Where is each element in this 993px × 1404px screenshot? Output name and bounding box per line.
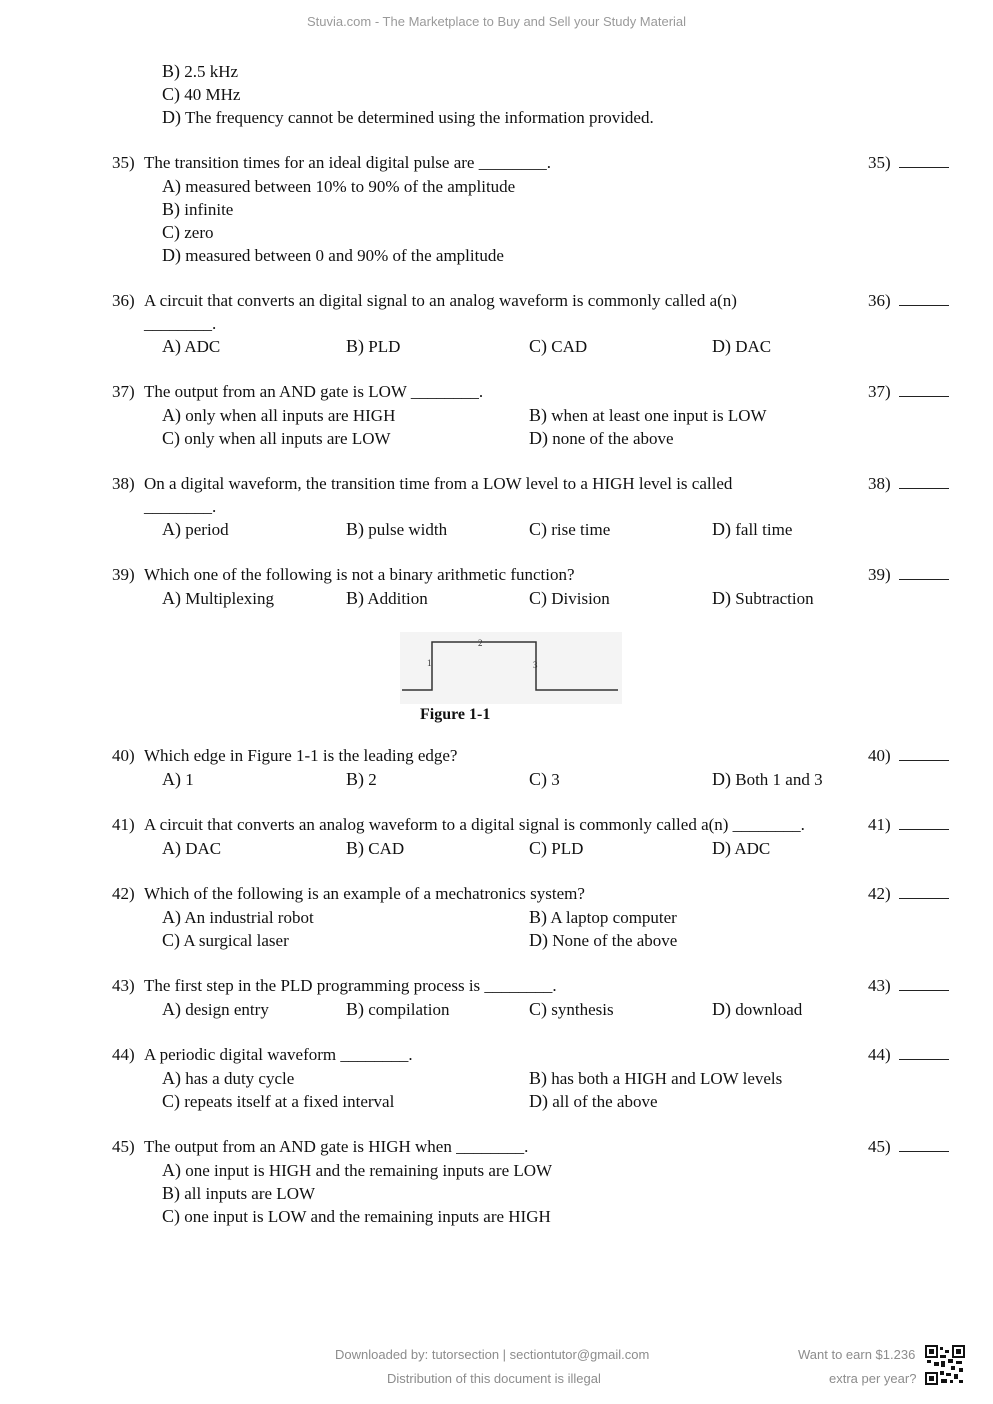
answer-number: 43) xyxy=(868,976,891,995)
option-letter: C) xyxy=(162,84,180,104)
option-letter: D) xyxy=(712,588,731,608)
option-text: ADC xyxy=(734,839,771,858)
option-letter: C) xyxy=(529,769,547,789)
option-34-b xyxy=(162,61,238,82)
option-text: 40 MHz xyxy=(184,85,241,104)
question-number: 40) xyxy=(112,746,135,765)
option-c xyxy=(529,999,614,1020)
option-text: only when all inputs are HIGH xyxy=(185,406,396,425)
option-c xyxy=(162,222,214,243)
question-number: 43) xyxy=(112,976,135,995)
question-text: Which one of the following is not a binary arithmetic function? xyxy=(144,565,575,584)
answer-blank[interactable] xyxy=(868,884,949,904)
question-number: 41) xyxy=(112,815,135,834)
option-a xyxy=(162,588,274,609)
option-text: An industrial robot xyxy=(184,908,314,927)
question-text: The output from an AND gate is LOW ________. xyxy=(144,382,484,401)
option-c xyxy=(529,838,583,859)
option-text: Multiplexing xyxy=(185,589,275,608)
option-text: CAD xyxy=(551,337,588,356)
option-a xyxy=(162,336,220,357)
option-d xyxy=(712,838,770,859)
option-letter: B) xyxy=(529,1068,547,1088)
option-letter: C) xyxy=(162,428,180,448)
option-34-c xyxy=(162,84,240,105)
option-text: 2.5 kHz xyxy=(184,62,239,81)
option-c xyxy=(529,519,610,540)
option-letter: C) xyxy=(529,519,547,539)
option-text: when at least one input is LOW xyxy=(551,406,767,425)
answer-number: 35) xyxy=(868,153,891,172)
option-d xyxy=(529,930,677,951)
question-text: A circuit that converts an digital signal to an analog waveform is commonly called a(n) xyxy=(144,291,737,310)
option-letter: B) xyxy=(346,838,364,858)
edge-label-1: 1 xyxy=(427,658,432,668)
option-text: Subtraction xyxy=(735,589,814,608)
option-d xyxy=(529,1091,658,1112)
question-text: Which edge in Figure 1-1 is the leading edge? xyxy=(144,746,458,765)
figure-caption: Figure 1-1 xyxy=(420,706,491,723)
option-letter: A) xyxy=(162,1160,181,1180)
option-letter: D) xyxy=(529,930,548,950)
answer-number: 45) xyxy=(868,1137,891,1156)
option-b xyxy=(529,907,677,928)
option-text: ADC xyxy=(184,337,221,356)
option-letter: A) xyxy=(162,907,181,927)
question-number: 39) xyxy=(112,565,135,584)
option-text: A surgical laser xyxy=(183,931,289,950)
option-a xyxy=(162,999,269,1020)
option-letter: D) xyxy=(712,838,731,858)
answer-blank[interactable] xyxy=(868,565,949,585)
answer-number: 42) xyxy=(868,884,891,903)
answer-blank[interactable] xyxy=(868,291,949,311)
option-letter: D) xyxy=(712,336,731,356)
question-number: 37) xyxy=(112,382,135,401)
edge-label-2: 2 xyxy=(478,638,483,648)
option-text: infinite xyxy=(184,200,234,219)
option-b xyxy=(346,519,447,540)
answer-number: 38) xyxy=(868,474,891,493)
option-text: repeats itself at a fixed interval xyxy=(184,1092,395,1111)
answer-number: 41) xyxy=(868,815,891,834)
option-a xyxy=(162,519,229,540)
option-d xyxy=(712,999,802,1020)
option-letter: D) xyxy=(162,245,181,265)
option-text: Division xyxy=(551,589,610,608)
option-a xyxy=(162,907,314,928)
option-letter: D) xyxy=(712,999,731,1019)
option-b xyxy=(346,999,449,1020)
question-text: Which of the following is an example of a mechatronics system? xyxy=(144,884,585,903)
answer-blank[interactable] xyxy=(868,382,949,402)
answer-number: 36) xyxy=(868,291,891,310)
option-text: 2 xyxy=(368,770,377,789)
answer-blank[interactable] xyxy=(868,474,949,494)
option-text: 3 xyxy=(551,770,560,789)
option-b xyxy=(162,199,233,220)
option-text: has a duty cycle xyxy=(185,1069,295,1088)
option-text: fall time xyxy=(735,520,793,539)
option-text: A laptop computer xyxy=(550,908,677,927)
question-number: 35) xyxy=(112,153,135,172)
option-text: has both a HIGH and LOW levels xyxy=(551,1069,783,1088)
distribution-notice: Distribution of this document is illegal xyxy=(387,1371,601,1386)
answer-number: 39) xyxy=(868,565,891,584)
option-c xyxy=(529,588,610,609)
option-d xyxy=(712,769,823,790)
option-text: period xyxy=(185,520,229,539)
question-number: 36) xyxy=(112,291,135,310)
answer-blank[interactable] xyxy=(868,1045,949,1065)
option-letter: A) xyxy=(162,769,181,789)
option-d xyxy=(529,428,674,449)
option-d xyxy=(712,519,792,540)
answer-number: 40) xyxy=(868,746,891,765)
qr-code-icon[interactable] xyxy=(925,1345,965,1385)
option-b xyxy=(529,405,767,426)
option-letter: A) xyxy=(162,588,181,608)
option-text: CAD xyxy=(368,839,405,858)
option-letter: C) xyxy=(162,930,180,950)
option-letter: B) xyxy=(346,519,364,539)
option-letter: D) xyxy=(529,428,548,448)
option-b xyxy=(346,336,400,357)
option-text: measured between 0 and 90% of the amplitude xyxy=(185,246,504,265)
option-letter: B) xyxy=(346,999,364,1019)
option-text: all inputs are LOW xyxy=(184,1184,316,1203)
question-text: A periodic digital waveform ________. xyxy=(144,1045,413,1064)
option-text: DAC xyxy=(735,337,772,356)
option-text: download xyxy=(735,1000,803,1019)
edge-label-3: 3 xyxy=(533,660,538,670)
option-a xyxy=(162,769,194,790)
option-letter: B) xyxy=(162,61,180,81)
option-d xyxy=(712,336,771,357)
answer-blank[interactable] xyxy=(868,976,949,996)
question-text-continued: ________. xyxy=(144,314,217,333)
option-letter: D) xyxy=(712,769,731,789)
option-34-d xyxy=(162,107,654,128)
option-a xyxy=(162,176,515,197)
option-d xyxy=(162,245,504,266)
option-letter: A) xyxy=(162,999,181,1019)
answer-number: 44) xyxy=(868,1045,891,1064)
question-text: The output from an AND gate is HIGH when ________. xyxy=(144,1137,529,1156)
option-b xyxy=(346,838,404,859)
option-letter: B) xyxy=(346,588,364,608)
option-text: zero xyxy=(184,223,214,242)
option-text: design entry xyxy=(185,1000,269,1019)
question-number: 45) xyxy=(112,1137,135,1156)
option-text: Both 1 and 3 xyxy=(735,770,823,789)
option-letter: C) xyxy=(529,838,547,858)
option-b xyxy=(346,769,377,790)
option-a xyxy=(162,1068,294,1089)
option-a xyxy=(162,838,221,859)
option-text: PLD xyxy=(551,839,584,858)
earn-promo-line1[interactable]: Want to earn $1.236 xyxy=(798,1347,916,1362)
option-d xyxy=(712,588,814,609)
option-letter: C) xyxy=(162,222,180,242)
option-text: synthesis xyxy=(551,1000,614,1019)
option-text: all of the above xyxy=(552,1092,658,1111)
option-letter: C) xyxy=(162,1206,180,1226)
option-b xyxy=(346,588,428,609)
option-letter: A) xyxy=(162,1068,181,1088)
option-c xyxy=(162,428,391,449)
option-letter: C) xyxy=(529,999,547,1019)
option-text: only when all inputs are LOW xyxy=(184,429,391,448)
option-text: pulse width xyxy=(368,520,448,539)
question-number: 38) xyxy=(112,474,135,493)
question-text: A circuit that converts an analog waveform to a digital signal is commonly called a(n) ________. xyxy=(144,815,805,834)
question-number: 42) xyxy=(112,884,135,903)
option-text: measured between 10% to 90% of the amplitude xyxy=(185,177,516,196)
option-b xyxy=(529,1068,782,1089)
option-c xyxy=(162,1091,394,1112)
option-letter: C) xyxy=(162,1091,180,1111)
option-a xyxy=(162,1160,552,1181)
option-letter: A) xyxy=(162,838,181,858)
option-letter: D) xyxy=(712,519,731,539)
answer-blank[interactable] xyxy=(868,815,949,835)
option-letter: C) xyxy=(529,336,547,356)
option-letter: C) xyxy=(529,588,547,608)
answer-blank[interactable] xyxy=(868,746,949,766)
option-letter: D) xyxy=(162,107,181,127)
answer-blank[interactable] xyxy=(868,153,949,173)
option-text: 1 xyxy=(185,770,194,789)
question-text: The transition times for an ideal digital pulse are ________. xyxy=(144,153,551,172)
option-letter: B) xyxy=(162,199,180,219)
option-text: one input is LOW and the remaining inputs are HIGH xyxy=(184,1207,551,1226)
option-c xyxy=(529,336,587,357)
option-text: Addition xyxy=(367,589,428,608)
option-letter: B) xyxy=(529,405,547,425)
question-text: On a digital waveform, the transition time from a LOW level to a HIGH level is called xyxy=(144,474,733,493)
option-text: none of the above xyxy=(552,429,674,448)
option-text: compilation xyxy=(368,1000,450,1019)
stuvia-banner: Stuvia.com - The Marketplace to Buy and Sell your Study Material xyxy=(306,14,687,29)
option-a xyxy=(162,405,395,426)
option-text: rise time xyxy=(551,520,611,539)
figure-background xyxy=(400,632,622,704)
option-letter: A) xyxy=(162,336,181,356)
option-letter: A) xyxy=(162,176,181,196)
option-b xyxy=(162,1183,315,1204)
option-c xyxy=(529,769,560,790)
question-text-continued: ________. xyxy=(144,497,217,516)
option-text: None of the above xyxy=(552,931,678,950)
option-letter: B) xyxy=(162,1183,180,1203)
question-number: 44) xyxy=(112,1045,135,1064)
option-text: PLD xyxy=(368,337,401,356)
option-letter: B) xyxy=(529,907,547,927)
option-letter: A) xyxy=(162,519,181,539)
answer-number: 37) xyxy=(868,382,891,401)
option-letter: B) xyxy=(346,769,364,789)
answer-blank[interactable] xyxy=(868,1137,949,1157)
option-letter: B) xyxy=(346,336,364,356)
downloaded-by-text: Downloaded by: tutorsection | sectiontutor@gmail.com xyxy=(335,1347,650,1362)
option-letter: D) xyxy=(529,1091,548,1111)
option-text: The frequency cannot be determined using the information provided. xyxy=(184,108,654,127)
earn-promo-line2[interactable]: extra per year? xyxy=(829,1371,917,1386)
option-c xyxy=(162,930,289,951)
option-c xyxy=(162,1206,551,1227)
option-text: DAC xyxy=(185,839,222,858)
pulse-waveform-figure xyxy=(400,632,622,704)
option-letter: A) xyxy=(162,405,181,425)
option-text: one input is HIGH and the remaining inputs are LOW xyxy=(185,1161,553,1180)
question-text: The first step in the PLD programming process is ________. xyxy=(144,976,557,995)
